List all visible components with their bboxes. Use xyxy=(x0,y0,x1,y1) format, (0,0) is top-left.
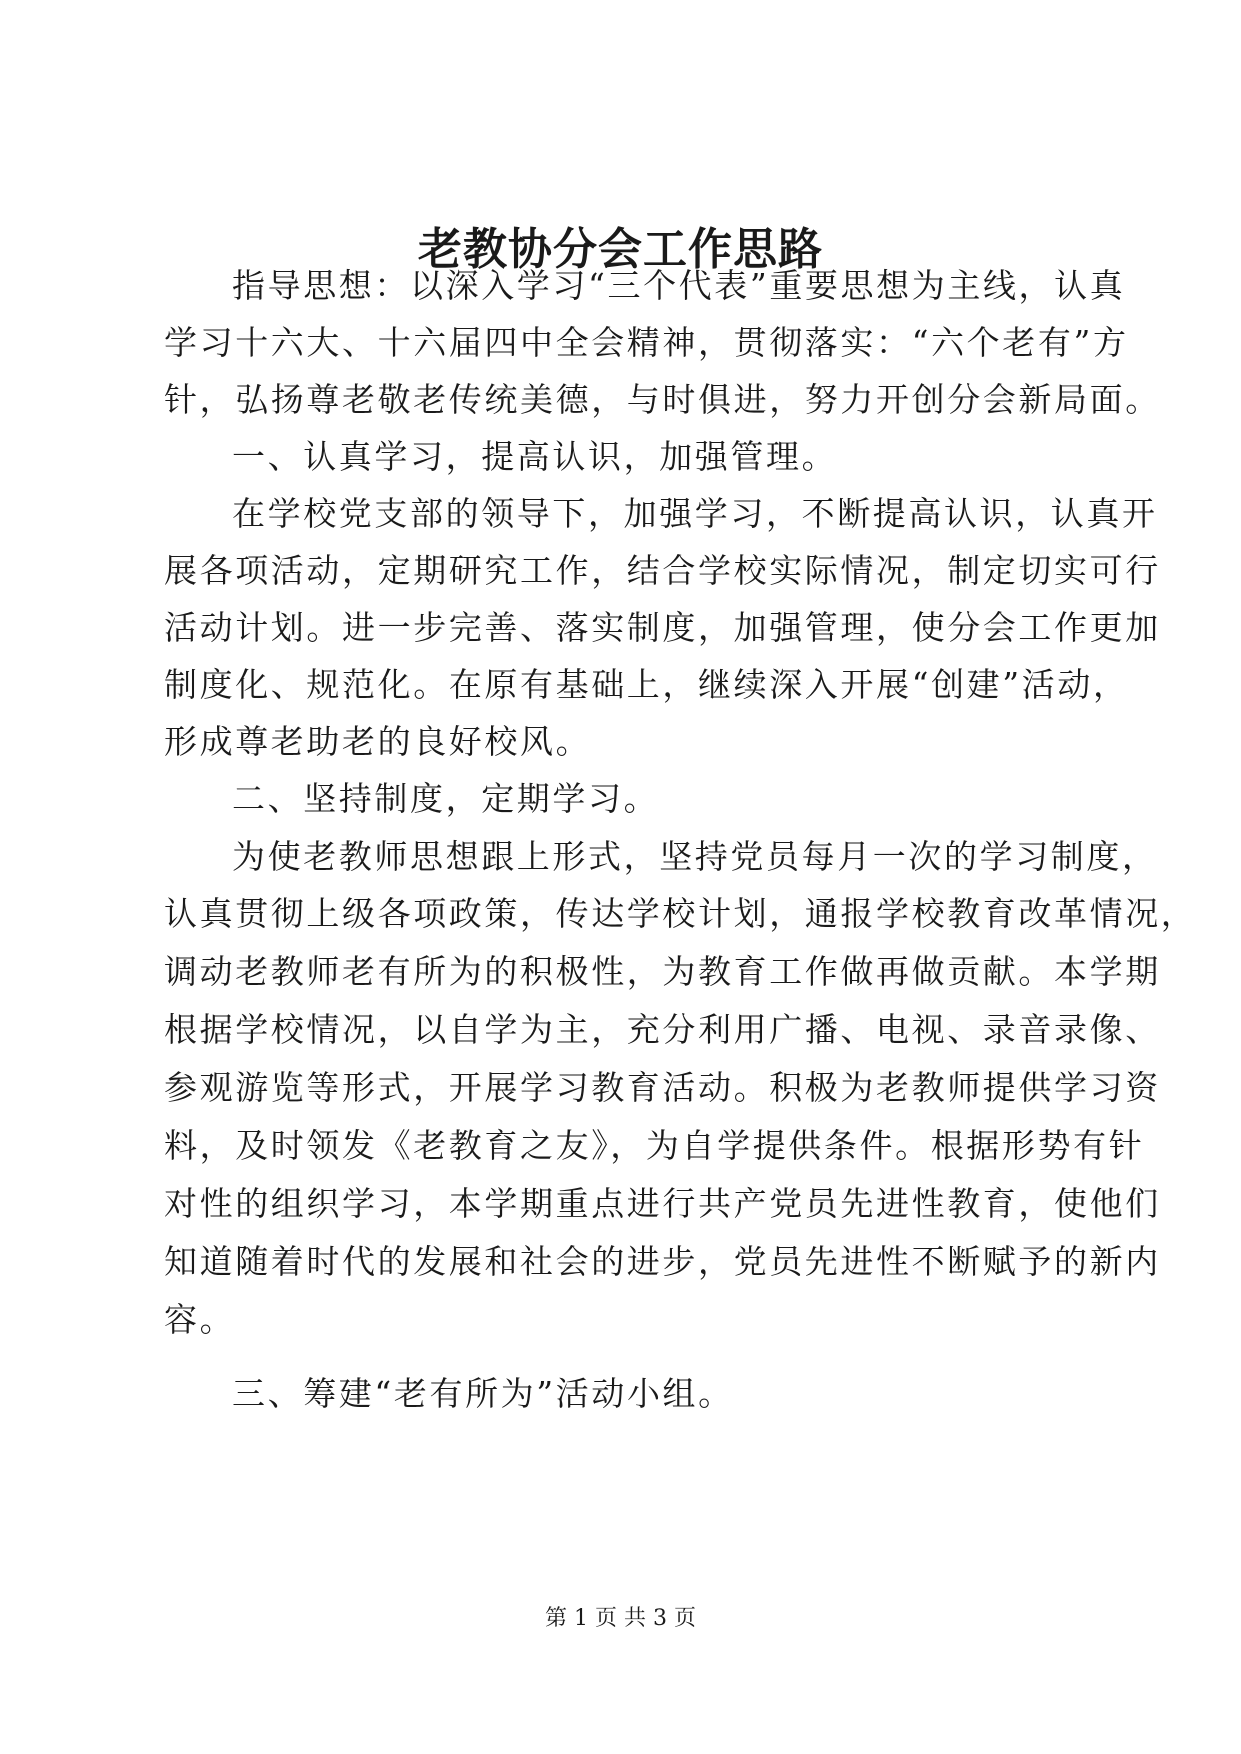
text-line: 活动计划。进一步完善、落实制度，加强管理，使分会工作更加 xyxy=(164,608,1161,647)
text-line: 认真贯彻上级各项政策，传达学校计划，通报学校教育改革情况， xyxy=(164,894,1197,933)
text-line: 容。 xyxy=(164,1300,236,1339)
document-title: 老教协分会工作思路 xyxy=(418,224,823,275)
text-line: 在学校党支部的领导下，加强学习，不断提高认识，认真开 xyxy=(232,494,1158,533)
text-line: 根据学校情况，以自学为主，充分利用广播、电视、录音录像、 xyxy=(164,1010,1161,1049)
text-line: 知道随着时代的发展和社会的进步，党员先进性不断赋予的新内 xyxy=(164,1242,1161,1281)
text-line: 形成尊老助老的良好校风。 xyxy=(164,722,592,761)
section-heading: 一、认真学习，提高认识，加强管理。 xyxy=(232,437,838,476)
section-heading: 二、坚持制度，定期学习。 xyxy=(232,779,660,818)
text-line: 参观游览等形式，开展学习教育活动。积极为老教师提供学习资 xyxy=(164,1068,1161,1107)
text-line: 学习十六大、十六届四中全会精神，贯彻落实：“六个老有”方 xyxy=(164,323,1129,362)
text-line: 制度化、规范化。在原有基础上，继续深入开展“创建”活动， xyxy=(164,665,1129,704)
text-line: 调动老教师老有所为的积极性，为教育工作做再做贡献。本学期 xyxy=(164,952,1161,991)
text-line: 为使老教师思想跟上形式，坚持党员每月一次的学习制度， xyxy=(232,837,1158,876)
text-line: 针，弘扬尊老敬老传统美德，与时俱进，努力开创分会新局面。 xyxy=(164,380,1161,419)
section-heading: 三、筹建“老有所为”活动小组。 xyxy=(232,1374,734,1413)
page-number: 第 1 页 共 3 页 xyxy=(545,1606,696,1631)
text-line: 展各项活动，定期研究工作，结合学校实际情况，制定切实可行 xyxy=(164,551,1161,590)
text-line: 料，及时领发《老教育之友》，为自学提供条件。根据形势有针 xyxy=(164,1126,1145,1165)
text-line: 指导思想：以深入学习“三个代表”重要思想为主线，认真 xyxy=(232,266,1126,305)
text-line: 对性的组织学习，本学期重点进行共产党员先进性教育，使他们 xyxy=(164,1184,1161,1223)
